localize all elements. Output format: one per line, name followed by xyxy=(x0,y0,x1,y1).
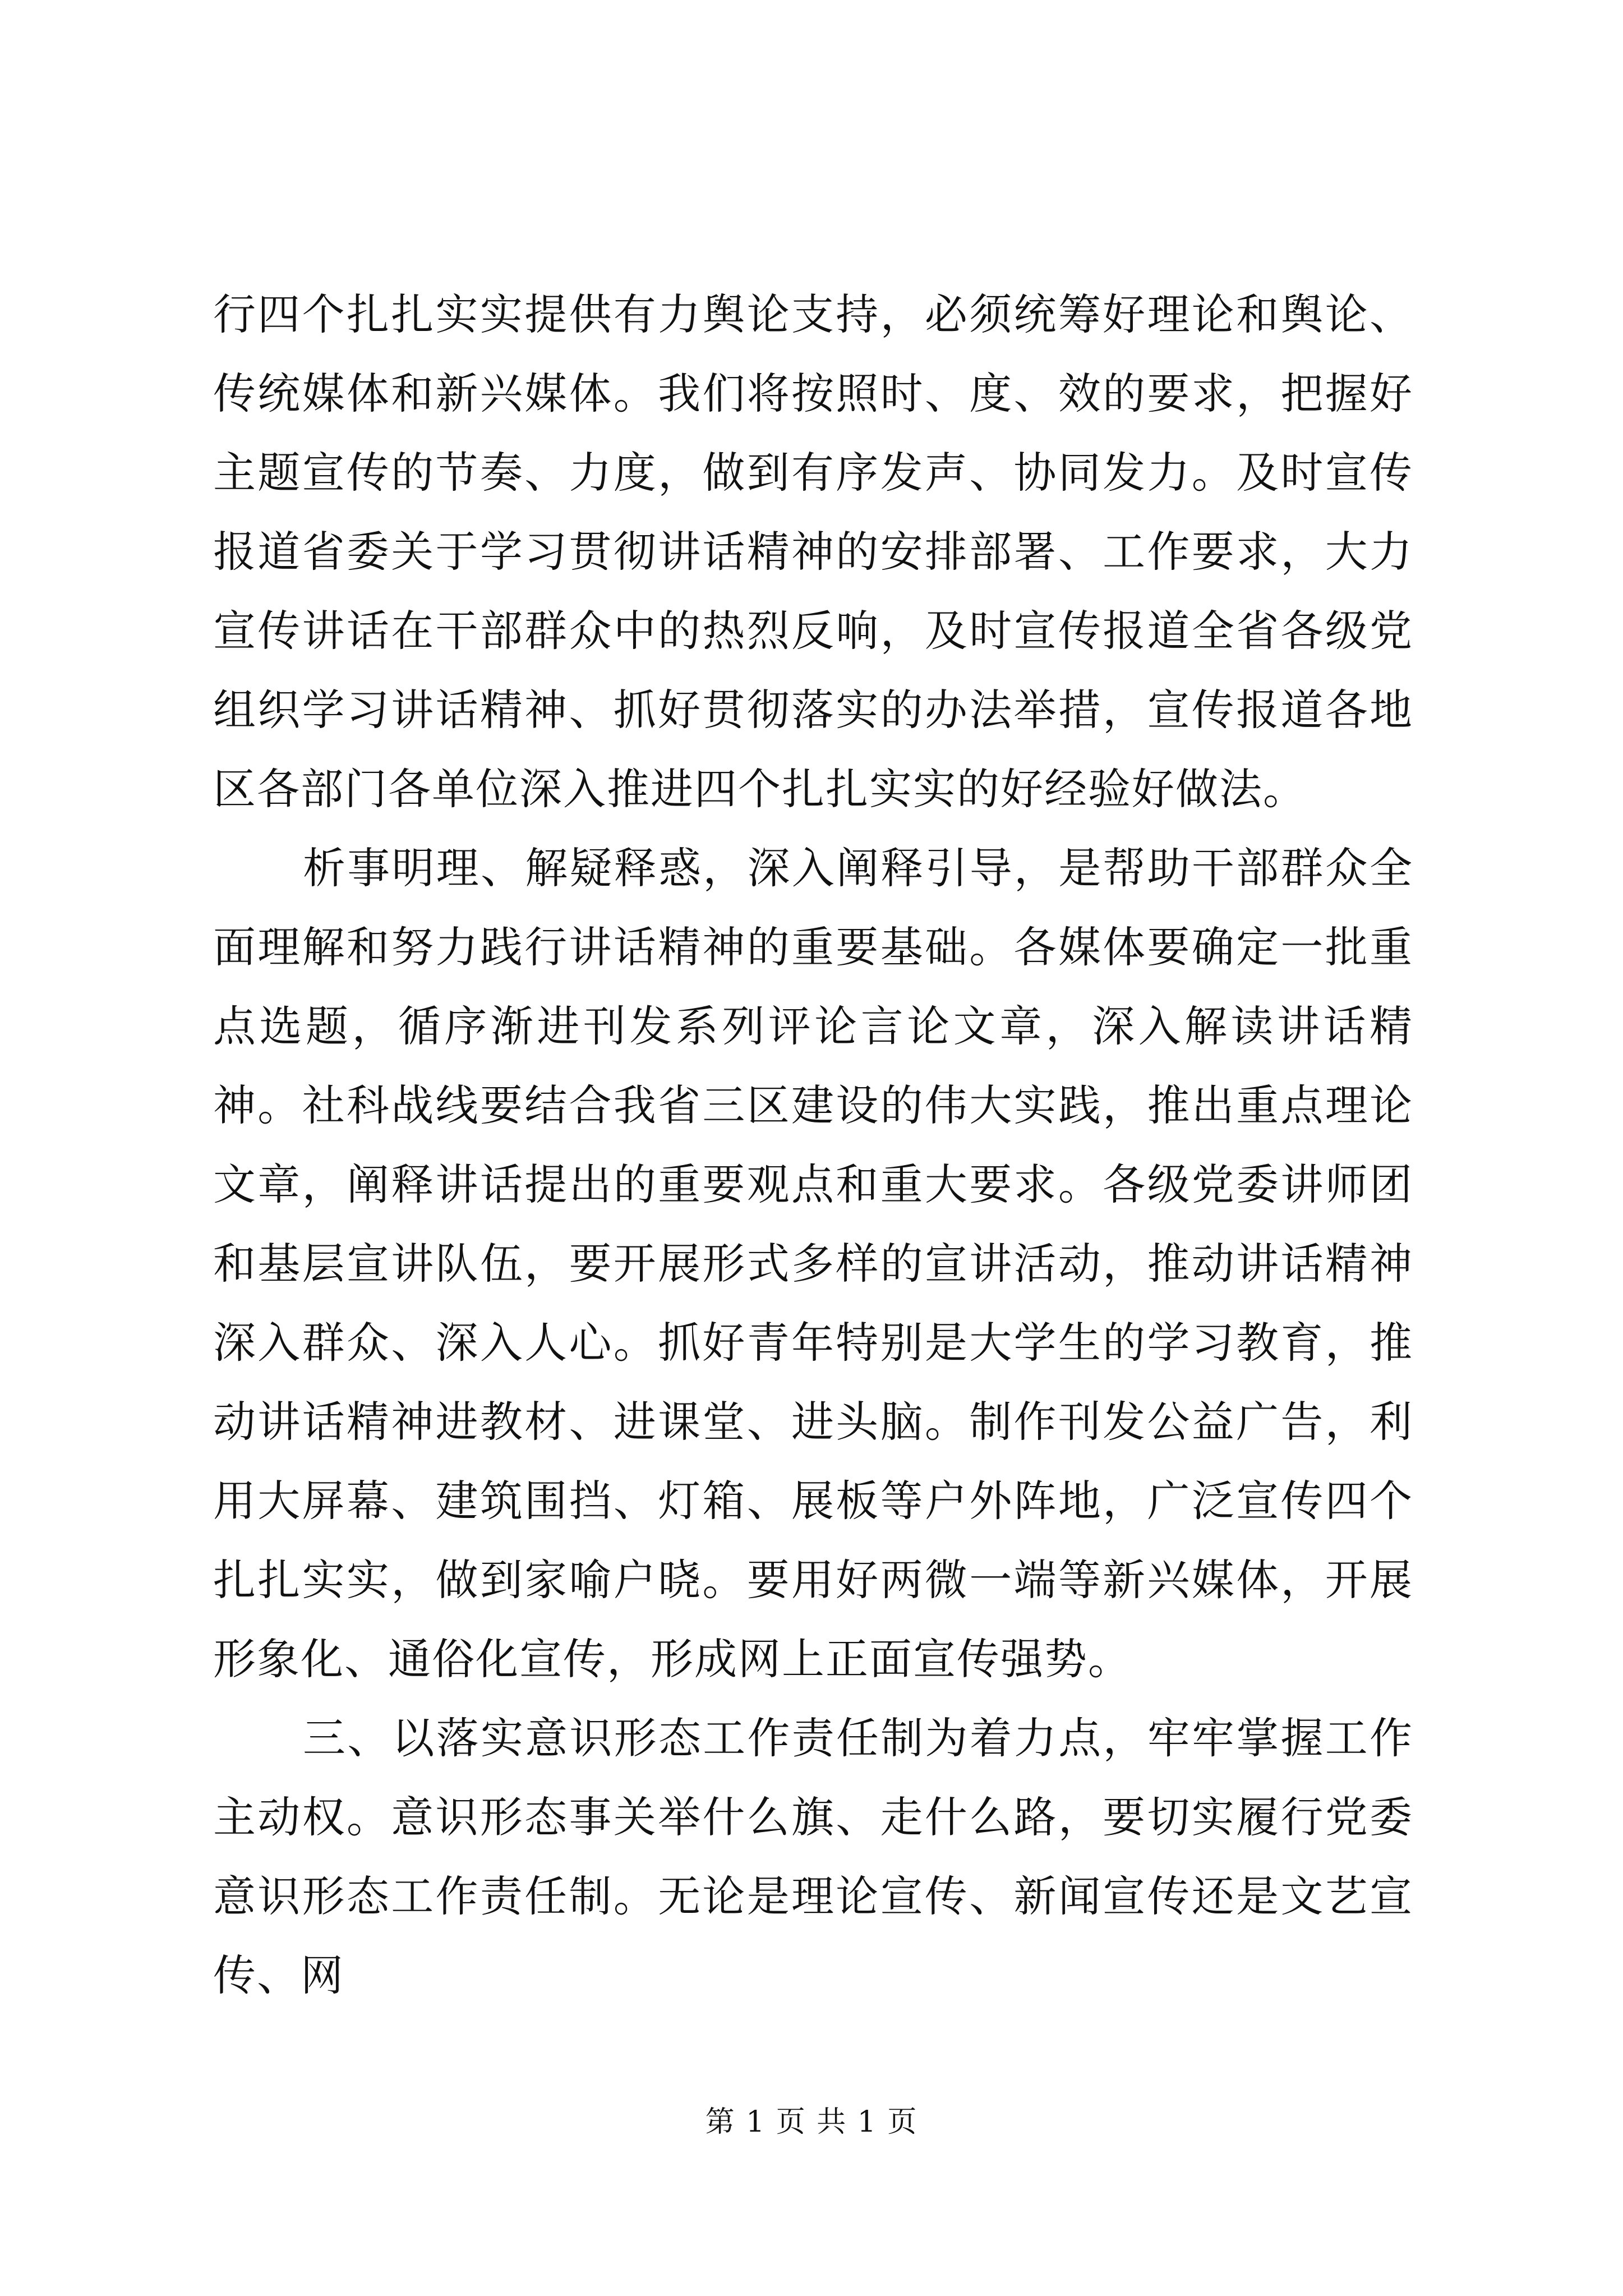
paragraph-2: 析事明理、解疑释惑，深入阐释引导，是帮助干部群众全面理解和努力践行讲话精神的重要基础。各媒体要确定一批重点选题，循序渐进刊发系列评论言论文章，深入解读讲话精神。社科战线要结合我省三区建设的伟大实践，推出重点理论文章，阐释讲话提出的重要观点和重大要求。各级党委讲师团和基层宣讲队伍，要开展形式多样的宣讲活动，推动讲话精神深入群众、深入人心。抓好青年特别是大学生的学习教育，推动讲话精神进教材、进课堂、进头脑。制作刊发公益广告，利用大屏幕、建筑围挡、灯箱、展板等户外阵地，广泛宣传四个扎扎实实，做到家喻户晓。要用好两微一端等新兴媒体，开展形象化、通俗化宣传，形成网上正面宣传强势。 xyxy=(213,843,1413,1684)
page-number-footer: 第 1 页 共 1 页 xyxy=(705,2105,918,2139)
paragraph-1: 行四个扎扎实实提供有力舆论支持，必须统筹好理论和舆论、传统媒体和新兴媒体。我们将按照时、度、效的要求，把握好主题宣传的节奏、力度，做到有序发声、协同发力。及时宣传报道省委关于学习贯彻讲话精神的安排部署、工作要求，大力宣传讲话在干部群众中的热烈反响，及时宣传报道全省各级党组织学习讲话精神、抓好贯彻落实的办法举措，宣传报道各地区各部门各单位深入推进四个扎扎实实的好经验好做法。 xyxy=(213,289,1413,814)
document-body xyxy=(213,275,1413,2015)
paragraph-3: 三、以落实意识形态工作责任制为着力点，牢牢掌握工作主动权。意识形态事关举什么旗、走什么路，要切实履行党委意识形态工作责任制。无论是理论宣传、新闻宣传还是文艺宣传、网 xyxy=(213,1713,1413,2000)
